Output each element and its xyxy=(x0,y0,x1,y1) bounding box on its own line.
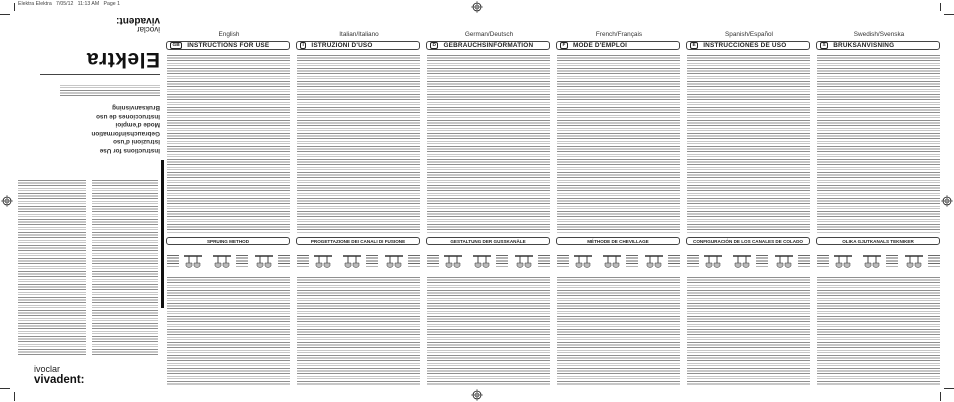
country-badge: D xyxy=(430,42,438,50)
instructions-title: MODE D'EMPLOI xyxy=(572,42,628,49)
cover-language-item: Istruzioni d'uso xyxy=(113,138,160,146)
brand-logo-line1: ivoclar xyxy=(136,25,160,34)
sprue-diagram xyxy=(512,252,536,270)
spruing-diagrams xyxy=(167,249,290,273)
section-title-bar xyxy=(296,237,420,245)
figure-label-text xyxy=(538,255,550,267)
country-badge: I xyxy=(300,42,306,50)
sprue-diagram xyxy=(311,252,335,270)
spruing-figure xyxy=(557,252,595,270)
sprue-diagram xyxy=(571,252,595,270)
figure-label-text xyxy=(366,255,378,267)
spruing-section-title: SPRUING METHOD xyxy=(206,238,250,244)
column-french xyxy=(556,0,682,402)
cover-language-item: Mode d'emploi xyxy=(115,121,160,129)
section-title-bar xyxy=(426,237,550,245)
spruing-figure xyxy=(340,252,378,270)
footer-brand-logo xyxy=(34,364,85,386)
manufacturer-addresses xyxy=(92,180,158,356)
cover-brand-logo xyxy=(116,16,160,34)
figure-label-text xyxy=(928,255,940,267)
spruing-steps-text xyxy=(427,277,550,386)
language-label: Spanish/Español xyxy=(725,31,773,38)
cover-language-list xyxy=(91,104,160,154)
spruing-diagrams xyxy=(297,249,420,273)
cover-language-item: Gebrauchsinformation xyxy=(91,129,160,137)
sprue-diagram xyxy=(902,252,926,270)
figure-label-text xyxy=(817,255,829,267)
spruing-section-title: OLIKA GJUTKANALS TEKNIKER xyxy=(842,238,914,244)
figure-label-text xyxy=(626,255,638,267)
crop-mark xyxy=(944,14,954,15)
figure-label-text xyxy=(427,255,439,267)
figure-label-text xyxy=(668,255,680,267)
country-badge: S xyxy=(820,42,828,50)
spruing-figure xyxy=(470,252,508,270)
sprue-diagram xyxy=(730,252,754,270)
sprue-diagram xyxy=(470,252,494,270)
title-bar xyxy=(426,41,550,50)
title-bar xyxy=(686,41,810,50)
crop-mark xyxy=(14,3,15,11)
figure-label-text xyxy=(687,255,699,267)
spruing-figure xyxy=(902,252,940,270)
cover-language-item: Instrucciones de uso xyxy=(96,112,160,120)
figure-label-text xyxy=(756,255,768,267)
figure-label-text xyxy=(496,255,508,267)
spruing-figure xyxy=(167,252,205,270)
instructions-title: BRUKSANVISNING xyxy=(833,42,895,49)
cover-subtitle-text xyxy=(60,85,160,96)
instructions-body-text xyxy=(427,55,550,233)
crop-mark xyxy=(944,388,954,389)
spruing-figure xyxy=(600,252,638,270)
cover-divider xyxy=(40,74,160,75)
sprue-diagram xyxy=(860,252,884,270)
cover-language-item: Bruksanvisning xyxy=(112,104,160,112)
spruing-section-title: CONFIGURACIÓN DE LOS CANALES DE COLADO xyxy=(693,238,803,244)
instructions-body-text xyxy=(557,55,680,233)
spruing-figure xyxy=(772,252,810,270)
figure-label-text xyxy=(798,255,810,267)
spruing-figure xyxy=(642,252,680,270)
spruing-steps-text xyxy=(557,277,680,386)
spruing-figure xyxy=(297,252,335,270)
figure-label-text xyxy=(278,255,290,267)
language-label: Italian/Italiano xyxy=(339,31,379,38)
spruing-figure xyxy=(210,252,248,270)
spruing-steps-text xyxy=(167,277,290,386)
spruing-steps-text xyxy=(817,277,940,386)
brand-logo-line2: vivadent: xyxy=(34,374,85,386)
column-italian xyxy=(296,0,422,402)
country-badge: E xyxy=(690,42,698,50)
product-name: Elektra xyxy=(86,48,160,71)
sprue-diagram xyxy=(340,252,364,270)
section-title-bar xyxy=(816,237,940,245)
cover-language-item: Instructions for Use xyxy=(99,147,160,154)
figure-label-text xyxy=(167,255,179,267)
title-bar xyxy=(166,41,290,50)
cover-panel xyxy=(18,16,160,158)
sprue-diagram xyxy=(772,252,796,270)
brand-logo-line1: ivoclar xyxy=(34,364,61,374)
spruing-section-title: MÉTHODE DE CHEVILLAGE xyxy=(587,238,649,244)
spruing-figure xyxy=(382,252,420,270)
figure-label-text xyxy=(297,255,309,267)
sprue-diagram xyxy=(701,252,725,270)
sprue-diagram xyxy=(642,252,666,270)
sprue-diagram xyxy=(382,252,406,270)
language-label: Swedish/Svenska xyxy=(853,31,905,38)
spruing-figure xyxy=(512,252,550,270)
figure-label-text xyxy=(557,255,569,267)
spruing-figure xyxy=(252,252,290,270)
sprue-diagram xyxy=(600,252,624,270)
spruing-diagrams xyxy=(817,249,940,273)
instructions-body-text xyxy=(167,55,290,233)
crop-mark xyxy=(14,392,15,401)
spruing-figure xyxy=(817,252,855,270)
language-label: English xyxy=(218,31,240,38)
country-badge: F xyxy=(560,42,568,50)
section-title-bar xyxy=(166,237,290,245)
column-swedish xyxy=(816,0,942,402)
title-bar xyxy=(556,41,680,50)
title-bar xyxy=(296,41,420,50)
section-title-bar xyxy=(556,237,680,245)
brand-logo-line2: vivadent: xyxy=(116,15,160,26)
column-english xyxy=(166,0,292,402)
sprue-diagram xyxy=(252,252,276,270)
column-spanish xyxy=(686,0,812,402)
figure-label-text xyxy=(408,255,420,267)
instructions-body-text xyxy=(817,55,940,233)
spruing-steps-text xyxy=(687,277,810,386)
language-label: French/Français xyxy=(595,31,643,38)
instructions-title: GEBRAUCHSINFORMATION xyxy=(443,42,534,49)
sprue-diagram xyxy=(181,252,205,270)
crop-mark xyxy=(0,14,10,15)
spruing-diagrams xyxy=(557,249,680,273)
instructions-title: INSTRUCCIONES DE USO xyxy=(703,42,787,49)
figure-label-text xyxy=(236,255,248,267)
sprue-diagram xyxy=(441,252,465,270)
spruing-diagrams xyxy=(687,249,810,273)
crop-mark xyxy=(0,388,10,389)
column-german xyxy=(426,0,552,402)
figure-label-text xyxy=(886,255,898,267)
spruing-figure xyxy=(860,252,898,270)
sprue-diagram xyxy=(831,252,855,270)
spruing-section-title: GESTALTUNG DER GUSSKANÄLE xyxy=(450,238,526,244)
language-label: German/Deutsch xyxy=(464,31,514,38)
fold-marker xyxy=(161,160,164,308)
section-title-bar xyxy=(686,237,810,245)
registration-mark xyxy=(1,195,13,207)
spruing-figure xyxy=(687,252,725,270)
spruing-steps-text xyxy=(297,277,420,386)
spruing-figure xyxy=(427,252,465,270)
instructions-body-text xyxy=(297,55,420,233)
spruing-diagrams xyxy=(427,249,550,273)
country-badge: GB xyxy=(170,42,182,50)
manufacturer-addresses xyxy=(18,180,86,356)
instructions-title: INSTRUCTIONS FOR USE xyxy=(187,42,270,49)
registration-mark xyxy=(941,195,953,207)
instructions-body-text xyxy=(687,55,810,233)
title-bar xyxy=(816,41,940,50)
instructions-title: ISTRUZIONI D'USO xyxy=(311,42,373,49)
spruing-figure xyxy=(730,252,768,270)
print-slug: Elektra Elektra 7/05/12 11:13 AM Page 1 xyxy=(18,1,120,7)
spruing-section-title: PROGETTAZIONE DEI CANALI DI FUSIONE xyxy=(310,238,406,244)
sprue-diagram xyxy=(210,252,234,270)
